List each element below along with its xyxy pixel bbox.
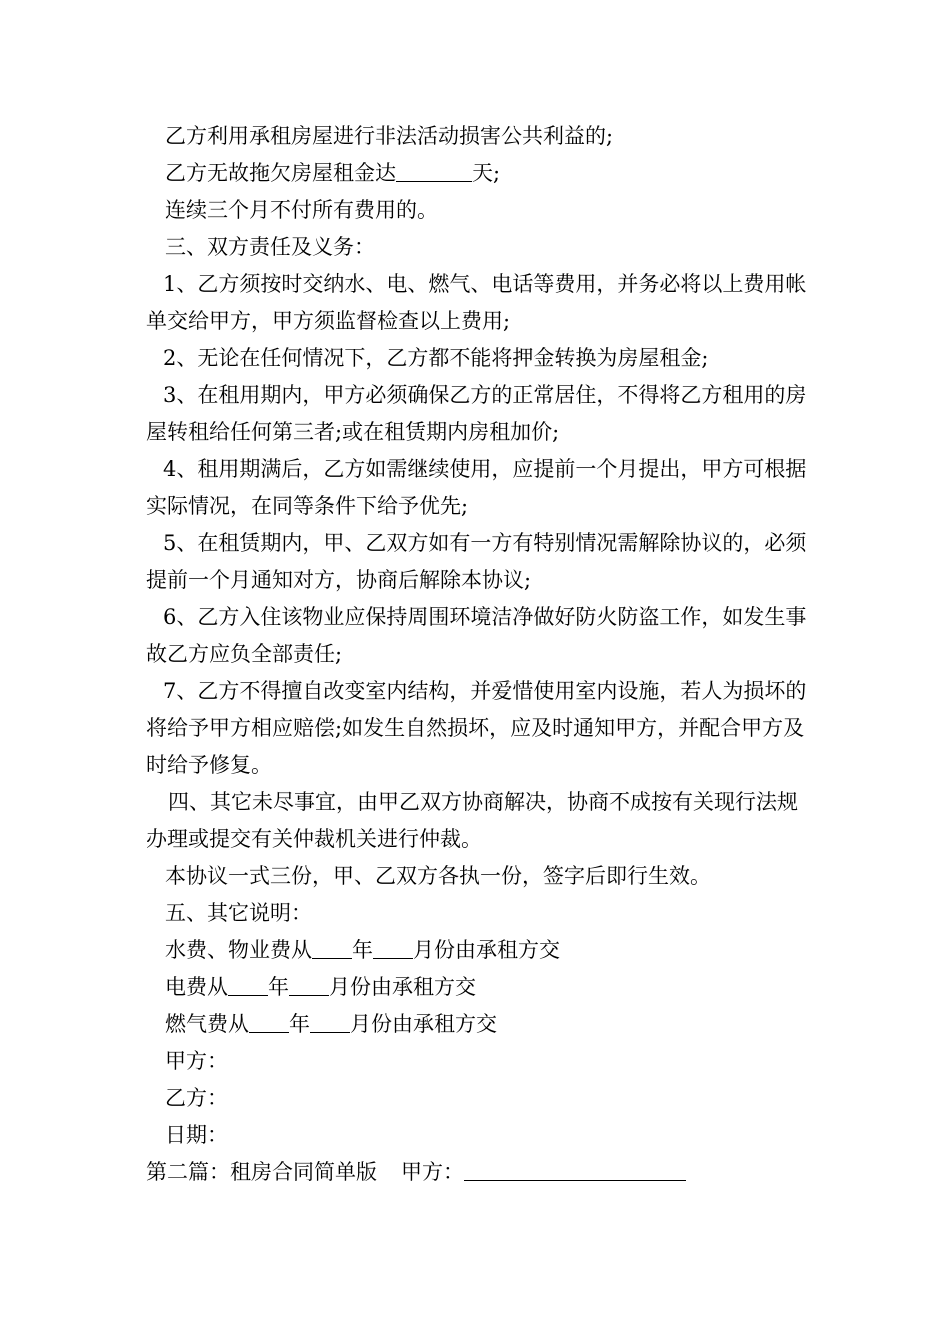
water-month-blank: [373, 937, 413, 959]
duty-item-6: [146, 599, 808, 673]
clause-illegal-activity-text: 乙方利用承租房屋进行非法活动损害公共利益的;: [165, 124, 614, 148]
clause-rent-arrears-suffix: 天;: [472, 161, 501, 185]
second-party-a-blank: [464, 1159, 686, 1181]
water-year-label: 年: [352, 938, 373, 962]
duty-item-4: [146, 451, 808, 525]
second-party-a-label: 甲方：: [401, 1160, 464, 1184]
section-heading-notes: [146, 895, 808, 932]
gas-fee-label: 燃气费从: [165, 1012, 249, 1036]
section-other-matters: [146, 784, 808, 858]
clause-illegal-activity: [146, 118, 808, 155]
party-b-signature-line: [146, 1080, 808, 1117]
date-label: 日期：: [165, 1123, 228, 1147]
second-article-title-line: [146, 1154, 808, 1191]
second-article-title: 第二篇：租房合同简单版: [146, 1160, 377, 1184]
clause-unpaid-fees-text: 连续三个月不付所有费用的。: [165, 198, 438, 222]
section-heading-responsibilities-text: 三、双方责任及义务：: [165, 235, 375, 259]
water-fee-line: [146, 932, 808, 969]
gas-month-label: 月份由承租方交: [350, 1012, 497, 1036]
water-month-label: 月份由承租方交: [413, 938, 560, 962]
electricity-month-blank: [289, 974, 329, 996]
date-line: [146, 1117, 808, 1154]
water-year-blank: [312, 937, 352, 959]
duty-item-1: [146, 266, 808, 340]
duty-item-6-text: 6、乙方入住该物业应保持周围环境洁净做好防火防盗工作，如发生事故乙方应负全部责任;: [146, 605, 807, 666]
duty-item-3: [146, 377, 808, 451]
gas-fee-line: [146, 1006, 808, 1043]
section-other-matters-text: 四、其它未尽事宜，由甲乙双方协商解决，协商不成按有关现行法规办理或提交有关仲裁机关进行仲裁。: [146, 790, 798, 851]
duty-item-1-text: 1、乙方须按时交纳水、电、燃气、电话等费用，并务必将以上费用帐单交给甲方，甲方须监督检查以上费用;: [146, 272, 807, 333]
gas-year-label: 年: [289, 1012, 310, 1036]
clause-rent-arrears-text: 乙方无故拖欠房屋租金达: [165, 161, 396, 185]
duty-item-4-text: 4、租用期满后，乙方如需继续使用，应提前一个月提出，甲方可根据实际情况，在同等条件下给予优先;: [146, 457, 807, 518]
duty-item-2-text: 2、无论在任何情况下，乙方都不能将押金转换为房屋租金;: [163, 346, 709, 370]
section-heading-notes-text: 五、其它说明：: [165, 901, 312, 925]
days-blank: [396, 160, 472, 182]
document-body: [146, 118, 808, 1191]
gas-year-blank: [249, 1011, 289, 1033]
section-heading-responsibilities: [146, 229, 808, 266]
electricity-fee-label: 电费从: [165, 975, 228, 999]
copies-clause-text: 本协议一式三份，甲、乙双方各执一份，签字后即行生效。: [165, 864, 711, 888]
water-fee-label: 水费、物业费从: [165, 938, 312, 962]
party-b-label: 乙方：: [165, 1086, 228, 1110]
duty-item-7: [146, 673, 808, 784]
electricity-year-label: 年: [268, 975, 289, 999]
party-a-label: 甲方：: [165, 1049, 228, 1073]
electricity-year-blank: [228, 974, 268, 996]
electricity-fee-line: [146, 969, 808, 1006]
duty-item-3-text: 3、在租用期内，甲方必须确保乙方的正常居住，不得将乙方租用的房屋转租给任何第三者;或在租赁期内房租加价;: [146, 383, 807, 444]
gas-month-blank: [310, 1011, 350, 1033]
party-a-signature-line: [146, 1043, 808, 1080]
clause-unpaid-fees: [146, 192, 808, 229]
duty-item-5-text: 5、在租赁期内，甲、乙双方如有一方有特别情况需解除协议的，必须提前一个月通知对方，协商后解除本协议;: [146, 531, 807, 592]
duty-item-5: [146, 525, 808, 599]
duty-item-7-text: 7、乙方不得擅自改变室内结构，并爱惜使用室内设施，若人为损坏的将给予甲方相应赔偿;如发生自然损坏，应及时通知甲方，并配合甲方及时给予修复。: [146, 679, 807, 777]
duty-item-2: [146, 340, 808, 377]
copies-clause: [146, 858, 808, 895]
electricity-month-label: 月份由承租方交: [329, 975, 476, 999]
clause-rent-arrears: [146, 155, 808, 192]
